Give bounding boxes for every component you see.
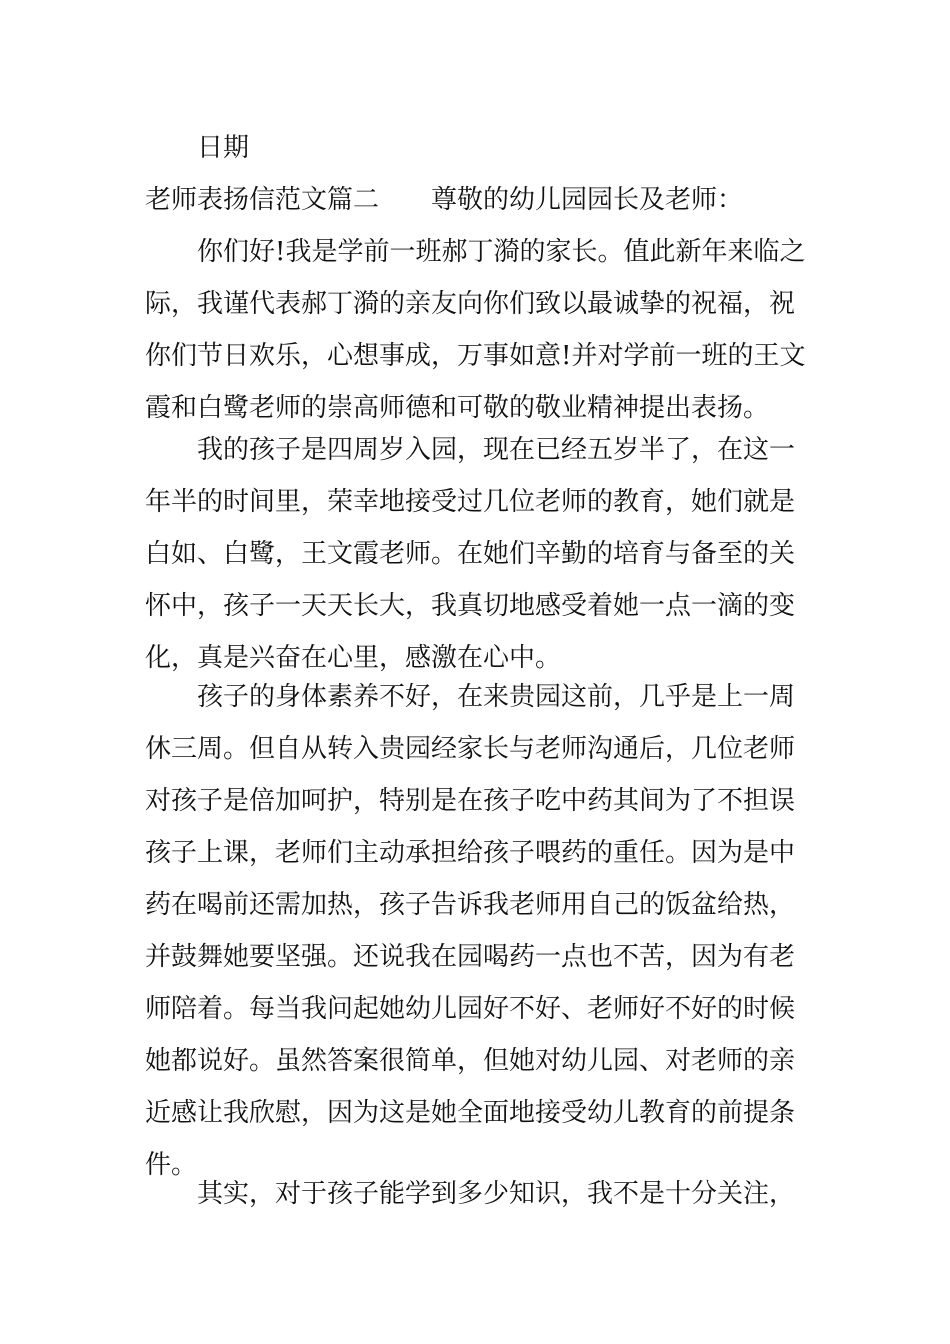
paragraph-line: 我的孩子是四周岁入园，现在已经五岁半了，在这一 bbox=[197, 435, 796, 465]
paragraph-line: 其实，对于孩子能学到多少知识，我不是十分关注， bbox=[197, 1179, 796, 1209]
date-block bbox=[145, 122, 815, 174]
paragraph-line: 化，真是兴奋在心里，感激在心中。 bbox=[145, 643, 562, 673]
paragraph-line: 际，我谨代表郝丁漪的亲友向你们致以最诚挚的祝福，祝 bbox=[145, 289, 796, 319]
paragraph-line: 白如、白鹭，王文霞老师。在她们辛勤的培育与备至的关 bbox=[145, 539, 796, 569]
paragraph-line: 孩子的身体素养不好，在来贵园这前，几乎是上一周 bbox=[197, 682, 796, 712]
paragraph-line: 近感让我欣慰，因为这是她全面地接受幼儿教育的前提条 bbox=[145, 1098, 796, 1128]
paragraph-line: 件。 bbox=[145, 1150, 198, 1180]
paragraph-line: 对孩子是倍加呵护，特别是在孩子吃中药其间为了不担误 bbox=[145, 786, 796, 816]
paragraph-line: 孩子上课，老师们主动承担给孩子喂药的重任。因为是中 bbox=[145, 838, 796, 868]
salutation: 尊敬的幼儿园园长及老师： bbox=[431, 185, 744, 215]
paragraph-2 bbox=[145, 424, 815, 684]
paragraph-line: 你们节日欢乐，心想事成，万事如意!并对学前一班的王文 bbox=[145, 341, 806, 371]
paragraph-1 bbox=[145, 226, 815, 434]
paragraph-line: 她都说好。虽然答案很简单，但她对幼儿园、对老师的亲 bbox=[145, 1046, 796, 1076]
paragraph-line: 你们好!我是学前一班郝丁漪的家长。值此新年来临之 bbox=[197, 237, 806, 267]
paragraph-4 bbox=[145, 1168, 815, 1220]
paragraph-line: 并鼓舞她要坚强。还说我在园喝药一点也不苦，因为有老 bbox=[145, 942, 796, 972]
heading-block bbox=[145, 174, 815, 226]
letter-title: 老师表扬信范文篇二 bbox=[145, 185, 380, 215]
heading-line bbox=[145, 174, 815, 226]
paragraph-line: 霞和白鹭老师的崇高师德和可敬的敬业精神提出表扬。 bbox=[145, 393, 770, 423]
paragraph-3 bbox=[145, 671, 815, 1191]
paragraph-line: 休三周。但自从转入贵园经家长与老师沟通后，几位老师 bbox=[145, 734, 796, 764]
paragraph-line: 年半的时间里，荣幸地接受过几位老师的教育，她们就是 bbox=[145, 487, 796, 517]
paragraph-line: 怀中，孩子一天天长大，我真切地感受着她一点一滴的变 bbox=[145, 591, 796, 621]
date-label: 日期 bbox=[197, 133, 250, 163]
paragraph-line: 药在喝前还需加热，孩子告诉我老师用自己的饭盆给热， bbox=[145, 890, 796, 920]
paragraph-line: 师陪着。每当我问起她幼儿园好不好、老师好不好的时候 bbox=[145, 994, 796, 1024]
